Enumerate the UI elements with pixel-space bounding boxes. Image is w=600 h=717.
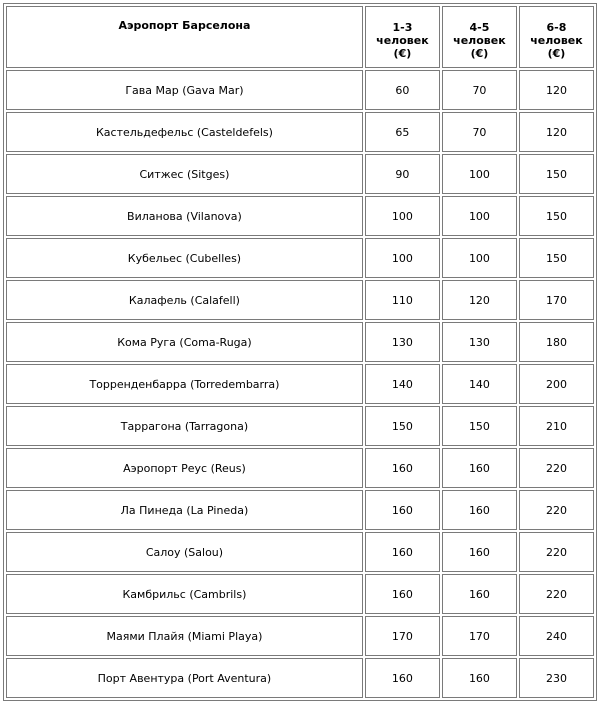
price-1-3-cell: 60 <box>365 70 440 110</box>
price-6-8-cell: 210 <box>519 406 594 446</box>
destination-cell: Салоу (Salou) <box>6 532 363 572</box>
price-6-8-cell: 220 <box>519 574 594 614</box>
price-6-8-cell: 120 <box>519 112 594 152</box>
table-row <box>6 448 594 488</box>
destination-cell: Торренденбарра (Torredembarra) <box>6 364 363 404</box>
table-row <box>6 574 594 614</box>
price-6-8-cell: 150 <box>519 196 594 236</box>
header-group-1-3-range: 1-3 <box>392 21 413 34</box>
price-4-5-cell: 100 <box>442 196 517 236</box>
price-1-3-cell: 170 <box>365 616 440 656</box>
price-6-8-cell: 180 <box>519 322 594 362</box>
price-6-8-cell: 220 <box>519 448 594 488</box>
header-group-4-5-range: 4-5 <box>469 21 490 34</box>
price-4-5-cell: 70 <box>442 70 517 110</box>
header-group-4-5 <box>442 6 517 68</box>
destination-cell: Кома Руга (Coma-Ruga) <box>6 322 363 362</box>
destination-cell: Аэропорт Реус (Reus) <box>6 448 363 488</box>
table-row <box>6 154 594 194</box>
price-1-3-cell: 90 <box>365 154 440 194</box>
price-1-3-cell: 160 <box>365 448 440 488</box>
table-row <box>6 532 594 572</box>
price-1-3-cell: 100 <box>365 238 440 278</box>
price-1-3-cell: 100 <box>365 196 440 236</box>
price-1-3-cell: 160 <box>365 658 440 698</box>
price-4-5-cell: 160 <box>442 574 517 614</box>
price-4-5-cell: 100 <box>442 238 517 278</box>
header-group-6-8-currency: (€) <box>547 47 566 60</box>
price-4-5-cell: 120 <box>442 280 517 320</box>
header-row <box>6 6 594 68</box>
price-6-8-cell: 230 <box>519 658 594 698</box>
price-4-5-cell: 160 <box>442 658 517 698</box>
table-row <box>6 322 594 362</box>
price-6-8-cell: 150 <box>519 154 594 194</box>
price-1-3-cell: 160 <box>365 490 440 530</box>
price-1-3-cell: 160 <box>365 574 440 614</box>
price-6-8-cell: 220 <box>519 490 594 530</box>
price-4-5-cell: 160 <box>442 532 517 572</box>
price-1-3-cell: 150 <box>365 406 440 446</box>
price-6-8-cell: 120 <box>519 70 594 110</box>
header-destination <box>6 6 363 68</box>
table-row <box>6 280 594 320</box>
destination-cell: Гава Мар (Gava Mar) <box>6 70 363 110</box>
price-6-8-cell: 170 <box>519 280 594 320</box>
price-4-5-cell: 150 <box>442 406 517 446</box>
header-group-1-3-currency: (€) <box>393 47 412 60</box>
table-body <box>6 6 594 698</box>
price-4-5-cell: 140 <box>442 364 517 404</box>
price-6-8-cell: 200 <box>519 364 594 404</box>
table-row <box>6 364 594 404</box>
destination-cell: Кубельес (Cubelles) <box>6 238 363 278</box>
destination-cell: Камбрильс (Cambrils) <box>6 574 363 614</box>
header-group-1-3-unit: человек <box>376 34 429 47</box>
table-row <box>6 658 594 698</box>
table-row <box>6 238 594 278</box>
price-1-3-cell: 160 <box>365 532 440 572</box>
header-group-6-8-unit: человек <box>530 34 583 47</box>
destination-cell: Виланова (Vilanova) <box>6 196 363 236</box>
header-group-4-5-unit: человек <box>453 34 506 47</box>
destination-cell: Таррагона (Tarragona) <box>6 406 363 446</box>
header-group-1-3 <box>365 6 440 68</box>
table-row <box>6 112 594 152</box>
price-table <box>3 3 597 701</box>
table-row <box>6 70 594 110</box>
price-6-8-cell: 150 <box>519 238 594 278</box>
price-4-5-cell: 100 <box>442 154 517 194</box>
header-group-4-5-currency: (€) <box>470 47 489 60</box>
destination-cell: Ла Пинеда (La Pineda) <box>6 490 363 530</box>
destination-cell: Ситжес (Sitges) <box>6 154 363 194</box>
table-row <box>6 196 594 236</box>
price-4-5-cell: 130 <box>442 322 517 362</box>
table-row <box>6 616 594 656</box>
price-1-3-cell: 130 <box>365 322 440 362</box>
header-destination-label: Аэропорт Барселона <box>118 19 251 32</box>
destination-cell: Калафель (Calafell) <box>6 280 363 320</box>
price-4-5-cell: 70 <box>442 112 517 152</box>
price-4-5-cell: 170 <box>442 616 517 656</box>
destination-cell: Порт Авентура (Port Aventura) <box>6 658 363 698</box>
destination-cell: Кастельдефельс (Casteldefels) <box>6 112 363 152</box>
price-6-8-cell: 240 <box>519 616 594 656</box>
header-group-6-8-range: 6-8 <box>546 21 567 34</box>
price-1-3-cell: 140 <box>365 364 440 404</box>
price-1-3-cell: 110 <box>365 280 440 320</box>
price-1-3-cell: 65 <box>365 112 440 152</box>
price-6-8-cell: 220 <box>519 532 594 572</box>
destination-cell: Маями Плайя (Miami Playa) <box>6 616 363 656</box>
table-row <box>6 490 594 530</box>
table-row <box>6 406 594 446</box>
price-4-5-cell: 160 <box>442 448 517 488</box>
header-group-6-8 <box>519 6 594 68</box>
price-4-5-cell: 160 <box>442 490 517 530</box>
